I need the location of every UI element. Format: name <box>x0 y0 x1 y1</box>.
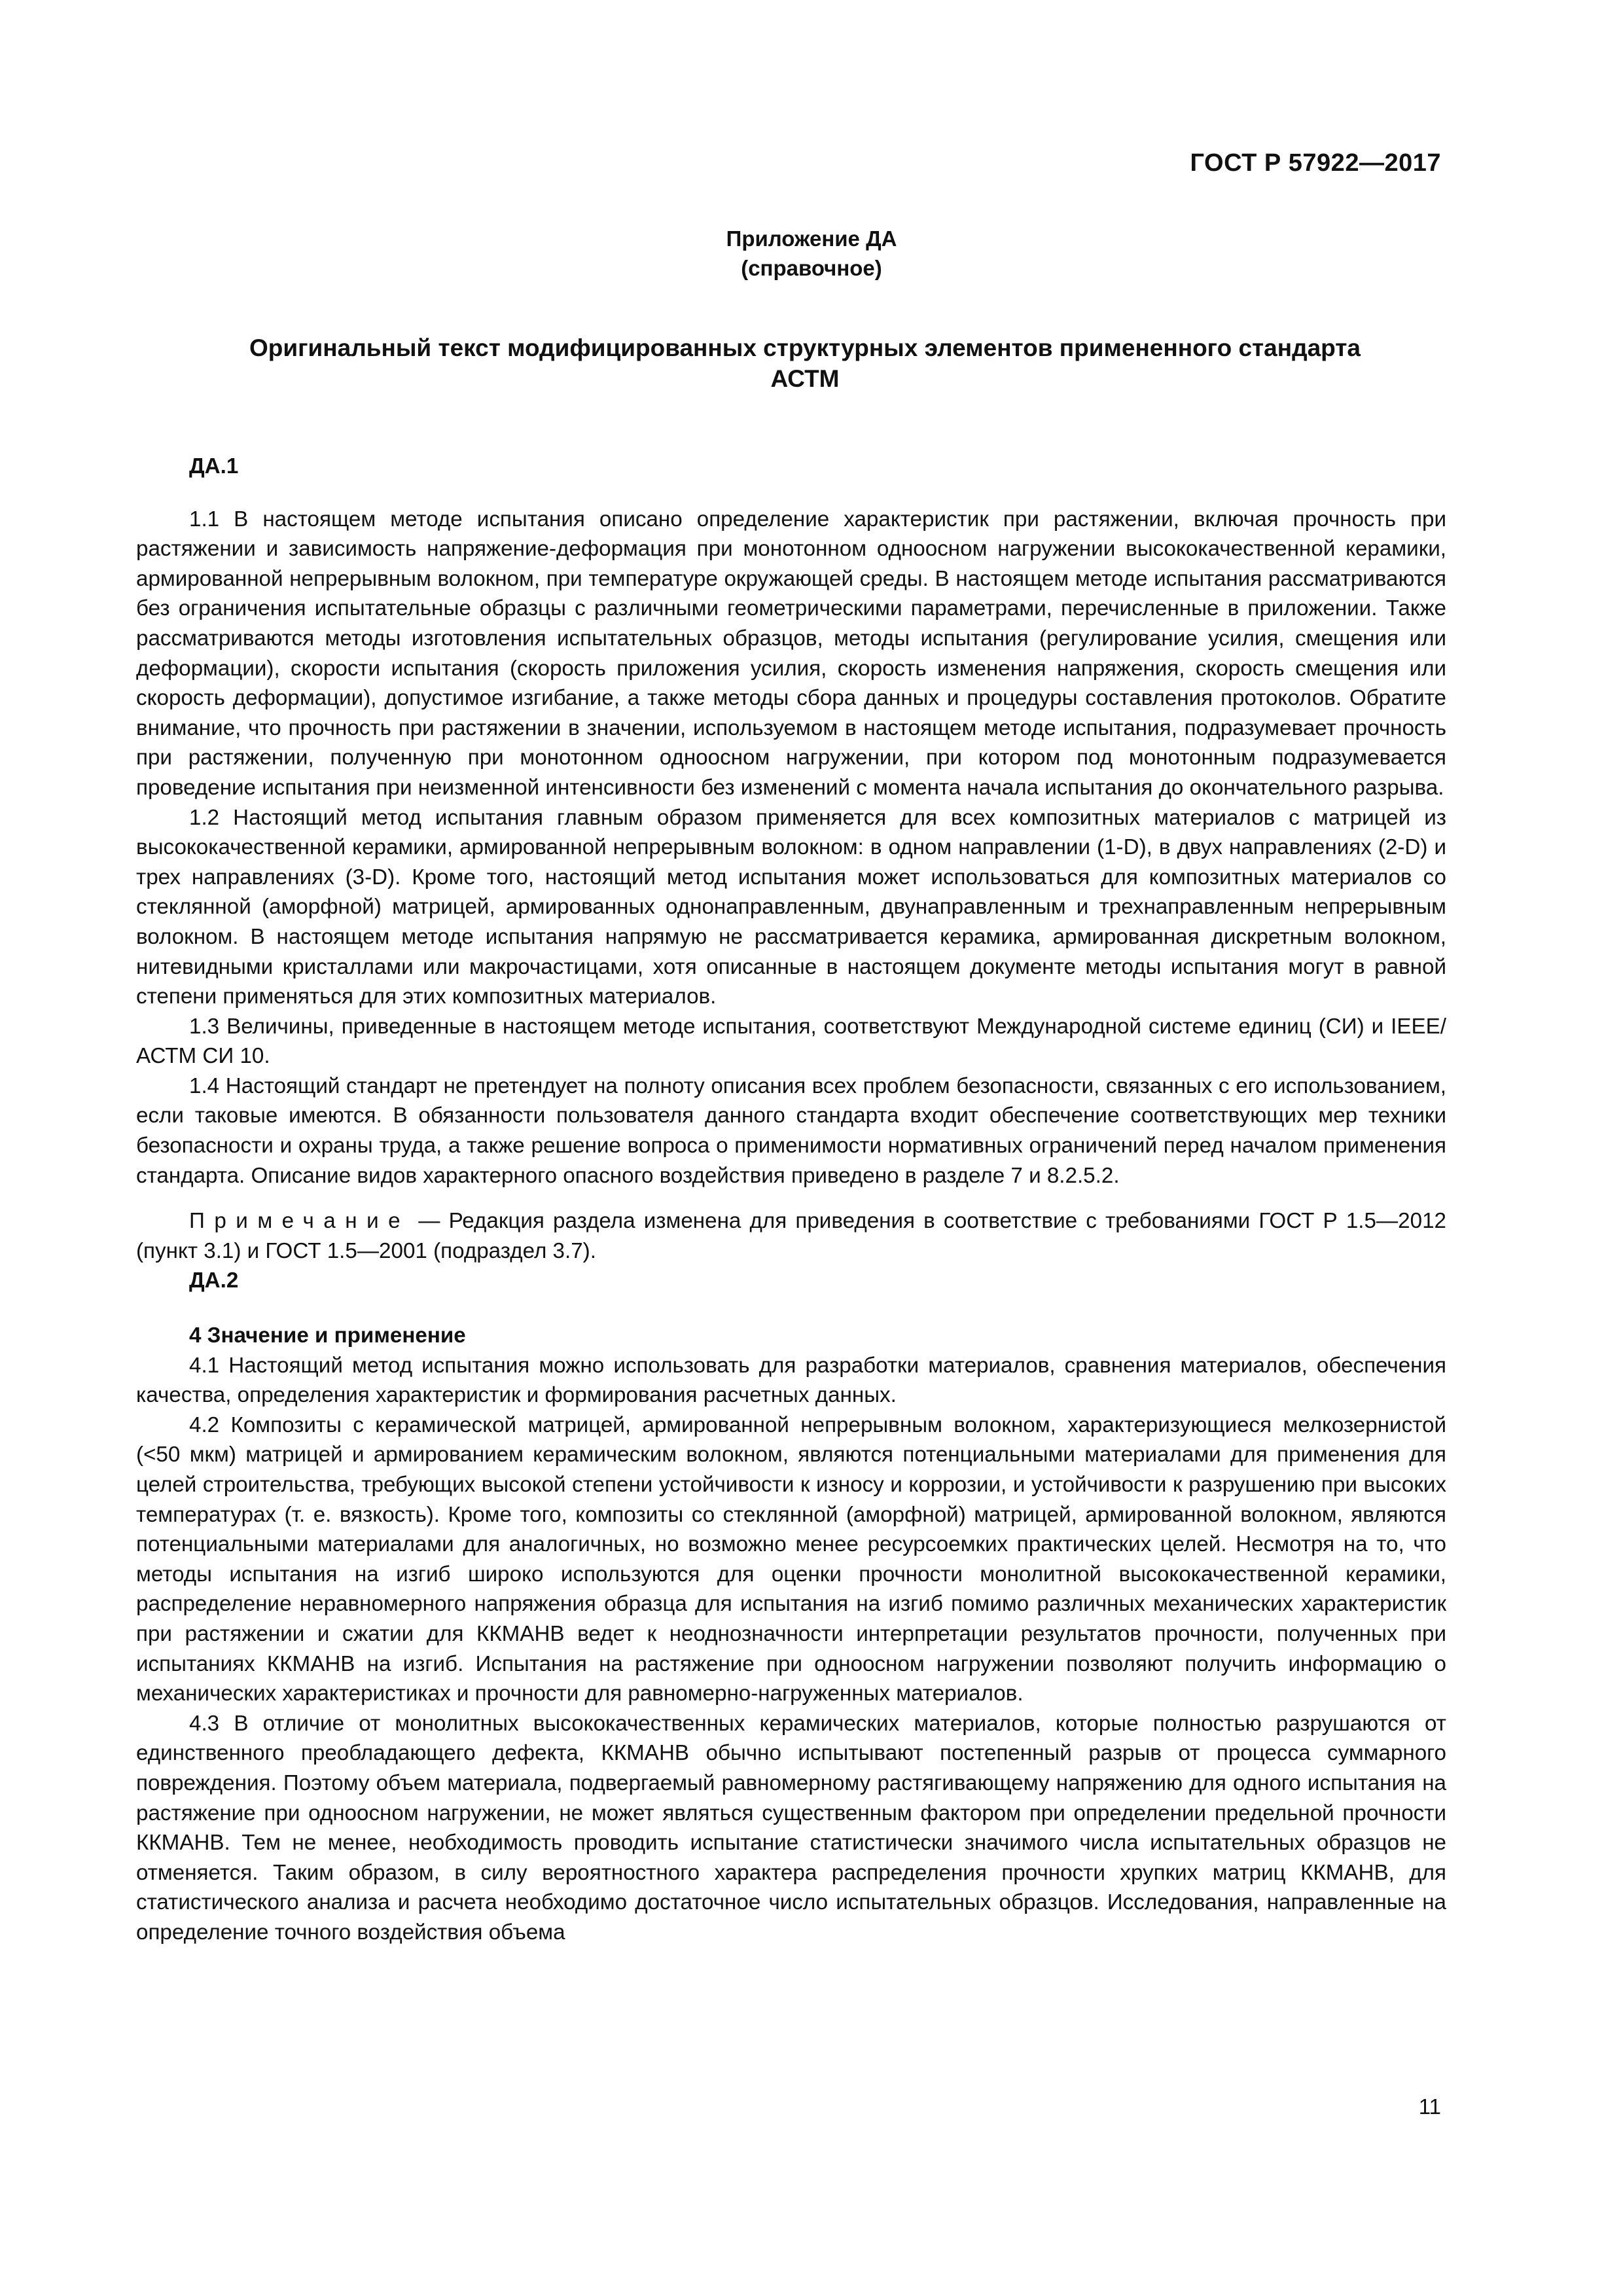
annex-header <box>0 224 1623 283</box>
annex-heading-line-2: АСТМ <box>770 365 840 392</box>
paragraph-1-4: 1.4 Настоящий стандарт не претендует на полноту описания всех проблем безопасности, связанных с его использованием, если таковые имеются. В обязанности пользователя данного стандарта входит обеспечение соответствующих мер техники безопасности и охраны труда, а также решение вопроса о применимости нормативных ограничений перед началом применения стандарта. Описание видов характерного опасного воздействия приведено в разделе 7 и 8.2.5.2. <box>136 1073 1446 1188</box>
annex-subtitle: (справочное) <box>741 256 882 280</box>
section-label-da2: ДА.2 <box>189 1268 239 1293</box>
paragraph-4-3: 4.3 В отличие от монолитных высококачественных керамических материалов, которые полностью разрушаются от единственного преобладающего дефекта, ККМАНВ обычно испытывают постепенный разрыв от процесса суммарного повреждения. Поэтому объем материала, подвергаемый равномерному растягивающему напряжению для одного испытания на растяжение при одноосном нагружении, не может являться существенным фактором при определении предельной прочности ККМАНВ. Тем не менее, необходимость проводить испытание статистически значимого числа испытательных образцов не отменяется. Таким образом, в силу вероятностного характера распределения прочности хрупких матриц ККМАНВ, для статистического анализа и расчета необходимо достаточное число испытательных образцов. Исследования, направленные на определение точного воздействия объема <box>136 1711 1446 1945</box>
paragraph-4-2: 4.2 Композиты с керамической матрицей, армированной непрерывным волокном, характеризующиеся мелкозернистой (<50 мкм) матрицей и армированием керамическим волокном, являются потенциальными материалами для применения для целей строительства, требующих высокой степени устойчивости к износу и коррозии, и устойчивости к разрушению при высоких температурах (т. е. вязкость). Кроме того, композиты со стеклянной (аморфной) матрицей, армированной волокном, являются потенциальными материалами для аналогичных, но возможно менее ресурсоемких практических целей. Несмотря на то, что методы испытания на изгиб широко используются для оценки прочности монолитной высококачественной керамики, распределение неравномерного напряжения образца для испытания на изгиб помимо различных механических характеристик при растяжении и сжатии для ККМАНВ ведет к неоднозначности интерпретации результатов прочности, полученных при испытаниях ККМАНВ на изгиб. Испытания на растяжение при одноосном нагружении позволяют получить информацию о механических характеристиках и прочности для равномерно-нагруженных материалов. <box>136 1412 1446 1706</box>
annex-heading-line-1: Оригинальный текст модифицированных структурных элементов примененного стандарта <box>249 334 1361 361</box>
paragraph-1-2: 1.2 Настоящий метод испытания главным образом применяется для всех композитных материалов с матрицей из высококачественной керамики, армированной непрерывным волокном: в одном направлении (1-D), в двух направлениях (2-D) и трех направлениях (3-D). Кроме того, настоящий метод испытания может использоваться для композитных материалов со стеклянной (аморфной) матрицей, армированных однонаправленным, двунаправленным и трехнаправленным непрерывным волокном. В настоящем методе испытания напрямую не рассматривается керамика, армированная дискретным волокном, нитевидными кристаллами или макрочастицами, хотя описанные в настоящем документе методы испытания могут в равной степени применяться для этих композитных материалов. <box>136 805 1446 1009</box>
paragraph-1-3: 1.3 Величины, приведенные в настоящем методе испытания, соответствуют Международной системе единиц (СИ) и IEEE/АСТМ СИ 10. <box>136 1014 1446 1069</box>
annex-title: Приложение ДА <box>726 226 897 251</box>
annex-heading <box>170 332 1440 394</box>
subsection-heading: 4 Значение и применение <box>189 1323 466 1348</box>
note-label: Примечание <box>189 1209 410 1234</box>
paragraph-4-1: 4.1 Настоящий метод испытания можно использовать для разработки материалов, сравнения материалов, обеспечения качества, определения характеристик и формирования расчетных данных. <box>136 1353 1446 1408</box>
document-code: ГОСТ Р 57922—2017 <box>1190 149 1441 177</box>
note-paragraph <box>136 1206 1446 1266</box>
section-label-da1: ДА.1 <box>189 454 239 478</box>
paragraph-1-1: 1.1 В настоящем методе испытания описано определение характеристик при растяжении, включая прочность при растяжении и зависимость напряжение-деформация при монотонном одноосном нагружении высококачественной керамики, армированной непрерывным волокном, при температуре окружающей среды. В настоящем методе испытания рассматриваются без ограничения испытательные образцы с различными геометрическими параметрами, перечисленные в приложении. Также рассматриваются методы изготовления испытательных образцов, методы испытания (регулирование усилия, смещения или деформации), скорости испытания (скорость приложения усилия, скорость изменения напряжения, скорость смещения или скорость деформации), допустимое изгибание, а также методы сбора данных и процедуры составления протоколов. Обратите внимание, что прочность при растяжении в значении, используемом в настоящем методе испытания, подразумевает прочность при растяжении, полученную при монотонном одноосном нагружении, при котором под монотонным подразумевается проведение испытания при неизменной интенсивности без изменений с момента начала испытания до окончательного разрыва. <box>136 507 1446 800</box>
page-number: 11 <box>1418 2094 1441 2119</box>
document-body <box>136 452 1446 1948</box>
note-text: — Редакция раздела изменена для приведения в соответствие с требованиями ГОСТ Р 1.5—2012 (пункт 3.1) и ГОСТ 1.5—2001 (подраздел 3.7). <box>136 1209 1446 1263</box>
